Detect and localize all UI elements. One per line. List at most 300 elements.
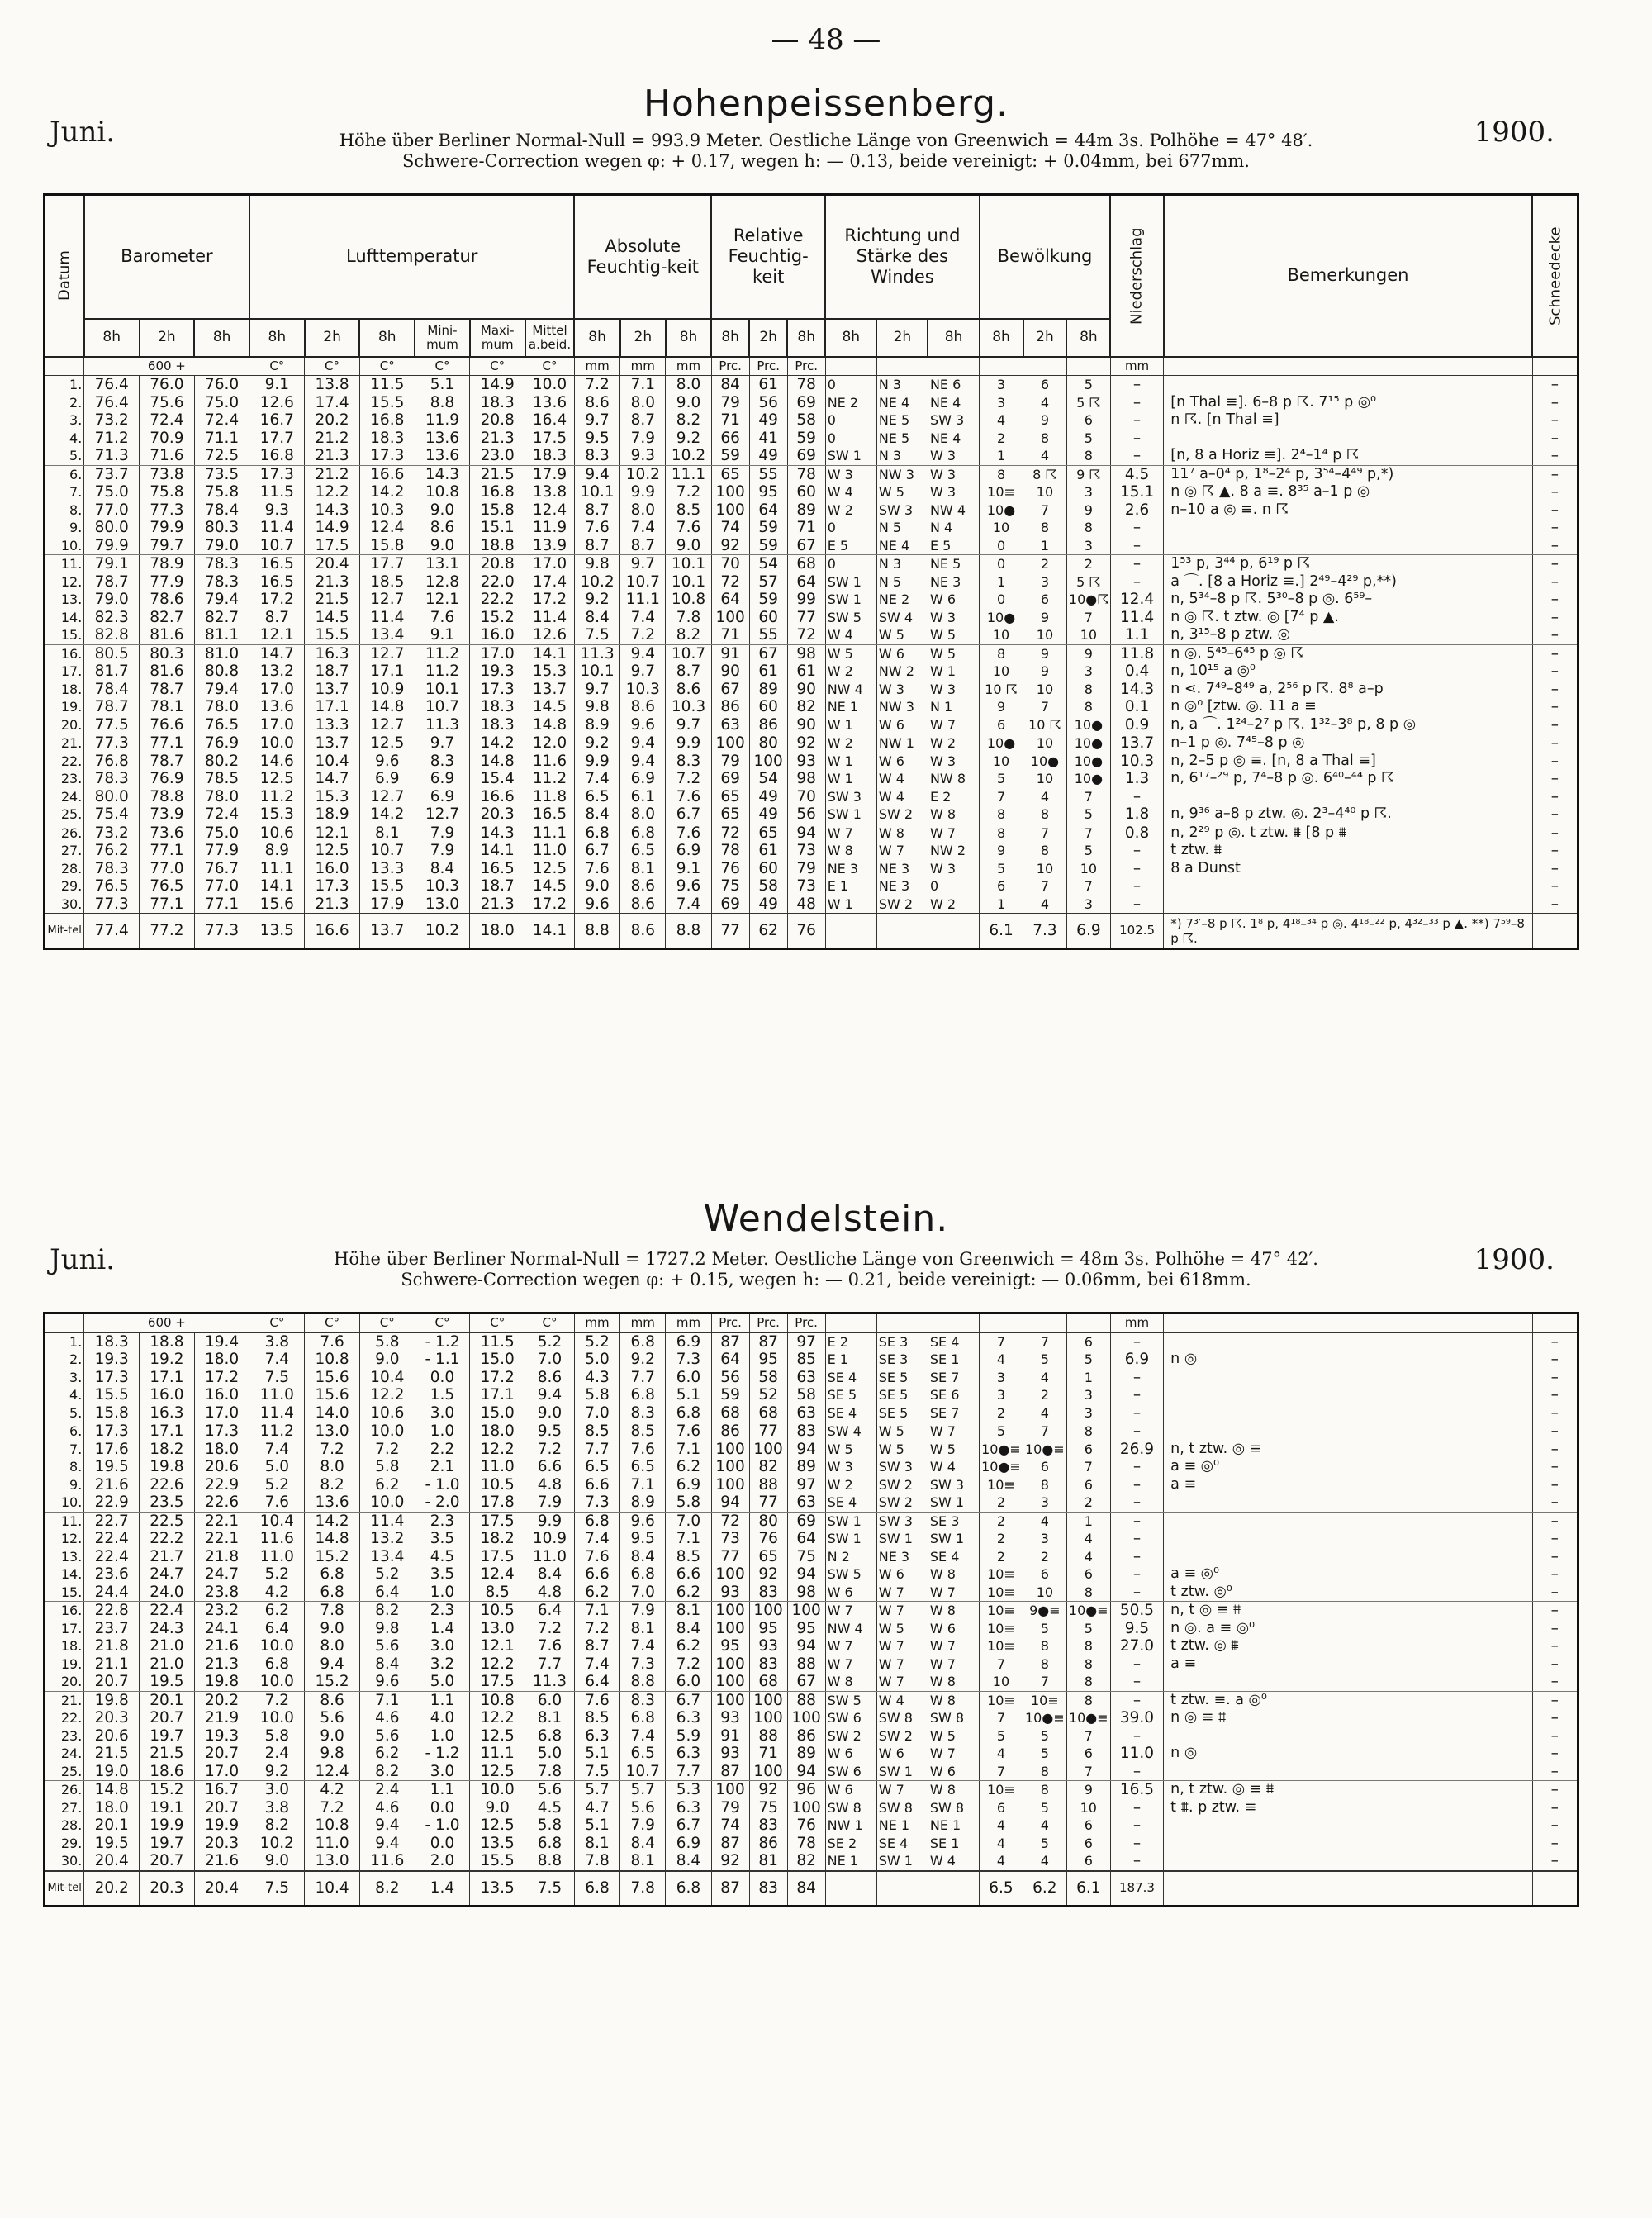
cell-abs-humidity: 5.6 <box>620 1799 666 1817</box>
cell-temperature: 1.1 <box>415 1781 470 1799</box>
cell-temperature: 10.7 <box>359 842 415 860</box>
cell-day: 18. <box>45 1637 84 1655</box>
cell-temperature: 7.9 <box>525 1494 575 1512</box>
cell-temperature: 3.8 <box>249 1799 305 1817</box>
cell-rel-humidity: 86 <box>749 1835 787 1853</box>
cell-temperature: 6.8 <box>305 1584 360 1602</box>
cell-temperature: 23.0 <box>470 447 525 465</box>
cell-precip: 50.5 <box>1110 1602 1163 1620</box>
cell-temperature: 10.6 <box>359 1404 415 1422</box>
cell-rel-humidity: 89 <box>787 1745 825 1763</box>
cell-day: 13. <box>45 591 84 609</box>
cell-temperature: 8.8 <box>415 394 470 412</box>
cell-precip: 15.1 <box>1110 483 1163 501</box>
cell-day: 14. <box>45 609 84 627</box>
cell-cloud: 3 <box>1066 1404 1110 1422</box>
cell-remarks <box>1164 1494 1532 1512</box>
cell-cloud: 10● <box>980 609 1023 627</box>
cell-temperature: 10.8 <box>470 1691 525 1709</box>
cell-temperature: 17.2 <box>249 591 305 609</box>
cell-rel-humidity: 100 <box>749 1763 787 1781</box>
cell-temperature: 5.8 <box>359 1458 415 1476</box>
cell-cloud: 5 <box>980 860 1023 878</box>
cell-temperature: 16.5 <box>249 555 305 573</box>
cell-abs-humidity: 7.1 <box>666 1530 711 1548</box>
cell-barometer: 22.5 <box>140 1512 195 1530</box>
cell-day: 8. <box>45 501 84 520</box>
cell-precip: – <box>1110 1817 1163 1835</box>
cell-barometer: 23.6 <box>84 1565 140 1584</box>
cell-cloud: 7 <box>1066 1763 1110 1781</box>
cell-wind: W 6 <box>928 591 979 609</box>
cell-wind: W 5 <box>928 1727 979 1745</box>
cell-cloud: 4 <box>1023 1852 1066 1871</box>
cell-cloud: 3 <box>1066 663 1110 681</box>
cell-temperature: 7.6 <box>525 1637 575 1655</box>
cell-wind: 0 <box>825 519 876 537</box>
cell-rel-humidity: 69 <box>711 770 749 788</box>
cell-wind: W 7 <box>876 1602 928 1620</box>
cell-temperature: 17.0 <box>525 555 575 573</box>
cell-temperature: 15.0 <box>470 1404 525 1422</box>
cell-mean-wind <box>876 914 928 949</box>
cell-temperature: 11.0 <box>525 1548 575 1566</box>
cell-barometer: 76.9 <box>194 734 249 753</box>
cell-wind: W 2 <box>928 895 979 914</box>
cell-rel-humidity: 72 <box>711 824 749 842</box>
cell-snow: – <box>1532 1852 1578 1871</box>
cell-snow: – <box>1532 591 1578 609</box>
cell-rel-humidity: 100 <box>711 1565 749 1584</box>
cell-temperature: 11.5 <box>249 483 305 501</box>
cell-abs-humidity: 7.2 <box>620 626 666 644</box>
cell-mean-wind <box>928 1871 979 1907</box>
cell-abs-humidity: 8.3 <box>666 753 711 771</box>
cell-abs-humidity: 6.4 <box>574 1673 620 1691</box>
cell-cloud: 4 <box>979 1817 1023 1835</box>
cell-barometer: 17.1 <box>140 1422 195 1441</box>
cell-cloud: 10● <box>1066 716 1110 734</box>
cell-barometer: 75.8 <box>140 483 195 501</box>
cell-cloud: 2 <box>1023 1386 1066 1404</box>
cell-wind: SW 6 <box>825 1709 876 1727</box>
cell-rel-humidity: 94 <box>787 824 825 842</box>
cell-abs-humidity: 7.6 <box>666 788 711 806</box>
cell-barometer: 77.1 <box>194 895 249 914</box>
cell-temperature: 2.3 <box>415 1602 470 1620</box>
cell-temperature: 10.0 <box>525 376 575 394</box>
unit-temp: C° <box>249 1313 305 1333</box>
cell-wind: W 3 <box>876 681 928 699</box>
cell-cloud: 5 <box>1023 1799 1066 1817</box>
cell-temperature: 22.0 <box>470 573 525 591</box>
cell-temperature: 14.8 <box>525 716 575 734</box>
cell-rel-humidity: 91 <box>711 1727 749 1745</box>
cell-abs-humidity: 5.2 <box>574 1332 620 1351</box>
cell-day: 12. <box>45 573 84 591</box>
cell-wind: W 3 <box>928 860 979 878</box>
cell-snow: – <box>1532 609 1578 627</box>
cell-temperature: 8.4 <box>415 860 470 878</box>
cell-wind: W 6 <box>876 1745 928 1763</box>
cell-rel-humidity: 68 <box>749 1673 787 1691</box>
cell-abs-humidity: 7.7 <box>666 1763 711 1781</box>
cell-temperature: 7.2 <box>305 1441 360 1459</box>
cell-precip: 6.9 <box>1110 1351 1163 1369</box>
cell-snow: – <box>1532 1673 1578 1691</box>
cell-rel-humidity: 89 <box>787 1458 825 1476</box>
cell-wind: NE 5 <box>928 555 979 573</box>
cell-remarks <box>1164 1422 1532 1441</box>
cell-cloud: 3 <box>980 394 1023 412</box>
cell-day: 21. <box>45 734 84 753</box>
cell-cloud: 10≡ <box>979 1637 1023 1655</box>
cell-rel-humidity: 94 <box>711 1494 749 1512</box>
cell-wind: W 4 <box>928 1852 979 1871</box>
table-row <box>45 753 1578 771</box>
cell-rel-humidity: 65 <box>711 465 749 483</box>
cell-abs-humidity: 7.6 <box>574 860 620 878</box>
cell-mean-barometer: 77.2 <box>140 914 195 949</box>
cell-rel-humidity: 64 <box>787 573 825 591</box>
cell-barometer: 76.0 <box>140 376 195 394</box>
cell-barometer: 15.2 <box>140 1781 195 1799</box>
sub-temp-h8: 8h <box>359 319 415 357</box>
cell-day: 28. <box>45 1817 84 1835</box>
cell-wind: NE 3 <box>876 877 928 895</box>
cell-temperature: 6.8 <box>305 1565 360 1584</box>
cell-rel-humidity: 54 <box>749 555 787 573</box>
station-meta-1-line2: Schwere-Correction wegen φ: + 0.17, wegen h: — 0.13, beide vereinigt: + 0.04mm, bei 677mm. <box>402 151 1250 171</box>
cell-temperature: 5.6 <box>359 1637 415 1655</box>
cell-wind: W 2 <box>825 734 876 753</box>
cell-wind: NW 4 <box>825 681 876 699</box>
cell-rel-humidity: 71 <box>711 626 749 644</box>
unit-rel: Prc. <box>787 357 825 376</box>
cell-wind: NW 1 <box>876 734 928 753</box>
cell-barometer: 79.4 <box>194 681 249 699</box>
cell-temperature: 4.6 <box>359 1709 415 1727</box>
table-row <box>45 1745 1578 1763</box>
cell-temperature: 12.5 <box>470 1763 525 1781</box>
cell-rel-humidity: 92 <box>749 1565 787 1584</box>
cell-cloud: 9 <box>980 842 1023 860</box>
cell-abs-humidity: 6.2 <box>666 1584 711 1602</box>
cell-day: 19. <box>45 1655 84 1674</box>
cell-day: 27. <box>45 1799 84 1817</box>
cell-barometer: 22.7 <box>84 1512 140 1530</box>
cell-barometer: 20.7 <box>194 1799 249 1817</box>
cell-cloud: 2 <box>1023 555 1067 573</box>
cell-cloud: 8 <box>1023 1763 1066 1781</box>
cell-cloud: 4 <box>1066 1548 1110 1566</box>
cell-temperature: 3.0 <box>415 1404 470 1422</box>
cell-temperature: 10.0 <box>249 1673 305 1691</box>
sub-group2-h2: 2h <box>876 319 928 357</box>
cell-snow: – <box>1532 1584 1578 1602</box>
cell-abs-humidity: 8.4 <box>666 1852 711 1871</box>
cell-temperature: 8.6 <box>525 1369 575 1387</box>
cell-temperature: 7.7 <box>525 1655 575 1674</box>
cell-barometer: 20.7 <box>194 1745 249 1763</box>
cell-cloud: 6 <box>1066 1817 1110 1835</box>
unit-temp: C° <box>470 1313 525 1333</box>
station-meta-2-line1: Höhe über Berliner Normal-Null = 1727.2 Meter. Oestliche Länge von Greenwich = 48m 3s. Polhöhe = 47° 42′. <box>334 1249 1318 1269</box>
table-row <box>45 447 1578 465</box>
cell-remarks: n, 6¹⁷–²⁹ p, 7⁴–8 p ◎. 6⁴⁰–⁴⁴ p ☈ <box>1164 770 1532 788</box>
cell-temperature: 21.5 <box>470 465 525 483</box>
cell-abs-humidity: 6.7 <box>666 805 711 824</box>
table-row <box>45 1691 1578 1709</box>
col-datum: Datum <box>45 195 84 357</box>
cell-rel-humidity: 60 <box>749 609 787 627</box>
cell-barometer: 80.5 <box>84 644 140 663</box>
cell-rel-humidity: 59 <box>749 519 787 537</box>
cell-wind: W 3 <box>928 609 979 627</box>
cell-abs-humidity: 6.8 <box>620 824 666 842</box>
sub-group2-h8: 8h <box>825 319 876 357</box>
cell-snow: – <box>1532 501 1578 520</box>
cell-abs-humidity: 9.0 <box>666 537 711 555</box>
cell-abs-humidity: 8.9 <box>574 716 620 734</box>
cell-barometer: 20.3 <box>84 1709 140 1727</box>
cell-temperature: 11.2 <box>415 663 470 681</box>
cell-mean-rel-humidity: 83 <box>749 1871 787 1907</box>
cell-temperature: 20.3 <box>470 805 525 824</box>
cell-rel-humidity: 49 <box>749 411 787 430</box>
cell-abs-humidity: 9.8 <box>574 698 620 716</box>
cell-day: 1. <box>45 376 84 394</box>
cell-abs-humidity: 8.1 <box>666 1602 711 1620</box>
cell-wind: W 7 <box>928 1584 979 1602</box>
cell-abs-humidity: 5.7 <box>574 1781 620 1799</box>
cell-cloud: 8 <box>1066 519 1110 537</box>
cell-precip: – <box>1110 1835 1163 1853</box>
cell-precip: – <box>1110 877 1163 895</box>
cell-barometer: 23.5 <box>140 1494 195 1512</box>
cell-day: 30. <box>45 895 84 914</box>
cell-temperature: 20.8 <box>470 411 525 430</box>
cell-abs-humidity: 7.3 <box>666 1351 711 1369</box>
cell-wind: SW 3 <box>876 1458 928 1476</box>
cell-temperature: 11.0 <box>525 842 575 860</box>
cell-abs-humidity: 7.9 <box>620 1602 666 1620</box>
cell-rel-humidity: 63 <box>787 1494 825 1512</box>
cell-abs-humidity: 6.9 <box>620 770 666 788</box>
cell-abs-humidity: 6.3 <box>574 1727 620 1745</box>
cell-temperature: 13.8 <box>305 376 360 394</box>
cell-barometer: 78.3 <box>194 573 249 591</box>
cell-mean-cloud: 6.2 <box>1023 1871 1066 1907</box>
cell-snow: – <box>1532 1655 1578 1674</box>
cell-remarks: n, t ztw. ◎ ≡ <box>1164 1441 1532 1459</box>
cell-temperature: 5.1 <box>415 376 470 394</box>
cell-rel-humidity: 76 <box>749 1530 787 1548</box>
cell-rel-humidity: 49 <box>749 447 787 465</box>
cell-barometer: 19.7 <box>140 1727 195 1745</box>
cell-cloud: 10 <box>980 626 1023 644</box>
cell-rel-humidity: 100 <box>711 1655 749 1674</box>
cell-wind: SW 8 <box>876 1799 928 1817</box>
cell-abs-humidity: 8.7 <box>620 411 666 430</box>
cell-abs-humidity: 6.6 <box>666 1565 711 1584</box>
cell-wind: W 8 <box>928 1673 979 1691</box>
unit-datum <box>45 357 84 376</box>
cell-abs-humidity: 10.2 <box>620 465 666 483</box>
cell-wind: SW 1 <box>876 1530 928 1548</box>
cell-barometer: 22.2 <box>140 1530 195 1548</box>
cell-barometer: 22.9 <box>84 1494 140 1512</box>
cell-cloud: 4 <box>979 1351 1023 1369</box>
cell-remarks <box>1164 1530 1532 1548</box>
table-row <box>45 895 1578 914</box>
cell-temperature: 4.8 <box>525 1476 575 1494</box>
cell-snow: – <box>1532 788 1578 806</box>
cell-snow: – <box>1532 1602 1578 1620</box>
cell-barometer: 16.3 <box>140 1404 195 1422</box>
cell-remarks <box>1164 1512 1532 1530</box>
cell-temperature: 6.8 <box>249 1655 305 1674</box>
cell-temperature: 10.7 <box>415 698 470 716</box>
cell-temperature: 11.2 <box>525 770 575 788</box>
cell-abs-humidity: 8.8 <box>620 1673 666 1691</box>
cell-wind: SW 2 <box>825 1727 876 1745</box>
cell-temperature: 14.2 <box>359 805 415 824</box>
cell-barometer: 22.4 <box>84 1530 140 1548</box>
cell-wind: W 7 <box>876 842 928 860</box>
cell-abs-humidity: 6.8 <box>620 1332 666 1351</box>
cell-rel-humidity: 100 <box>711 1620 749 1638</box>
cell-rel-humidity: 100 <box>711 1602 749 1620</box>
cell-barometer: 24.4 <box>84 1584 140 1602</box>
cell-temperature: 7.1 <box>359 1691 415 1709</box>
cell-cloud: 3 <box>1023 1494 1066 1512</box>
cell-barometer: 76.7 <box>194 860 249 878</box>
cell-barometer: 78.7 <box>84 698 140 716</box>
sub-group0-h8: 8h <box>666 319 711 357</box>
cell-cloud: 9 <box>1023 609 1067 627</box>
cell-barometer: 79.9 <box>140 519 195 537</box>
cell-rel-humidity: 95 <box>711 1637 749 1655</box>
cell-barometer: 77.9 <box>140 573 195 591</box>
cell-day: 11. <box>45 555 84 573</box>
sub-baro-h8: 8h <box>194 319 249 357</box>
cell-remarks: a ≡ ◎⁰ <box>1164 1458 1532 1476</box>
cell-mean-wind <box>876 1871 928 1907</box>
cell-barometer: 78.7 <box>84 573 140 591</box>
cell-cloud: 8 <box>1066 447 1110 465</box>
cell-temperature: 18.2 <box>470 1530 525 1548</box>
table-row <box>45 1709 1578 1727</box>
cell-remarks: 11⁷ a–0⁴ p, 1⁸–2⁴ p, 3⁵⁴–4⁴⁹ p,*) <box>1164 465 1532 483</box>
cell-abs-humidity: 8.0 <box>620 501 666 520</box>
cell-temperature: 18.3 <box>470 394 525 412</box>
cell-temperature: 6.4 <box>525 1602 575 1620</box>
cell-temperature: 2.3 <box>415 1512 470 1530</box>
table-row <box>45 1494 1578 1512</box>
cell-rel-humidity: 86 <box>711 698 749 716</box>
cell-temperature: 11.2 <box>415 644 470 663</box>
cell-abs-humidity: 9.5 <box>574 430 620 448</box>
cell-wind: W 2 <box>928 734 979 753</box>
cell-abs-humidity: 6.8 <box>666 1404 711 1422</box>
cell-temperature: 11.5 <box>470 1332 525 1351</box>
cell-temperature: 21.2 <box>305 465 360 483</box>
cell-rel-humidity: 67 <box>787 1673 825 1691</box>
cell-temperature: 17.2 <box>525 895 575 914</box>
cell-temperature: 11.1 <box>525 824 575 842</box>
cell-temperature: 17.3 <box>359 447 415 465</box>
cell-wind: W 8 <box>876 824 928 842</box>
cell-day: 17. <box>45 663 84 681</box>
cell-cloud: 8 <box>1066 1584 1110 1602</box>
cell-barometer: 21.1 <box>84 1655 140 1674</box>
cell-snow: – <box>1532 1351 1578 1369</box>
cell-barometer: 72.4 <box>194 805 249 824</box>
cell-barometer: 19.5 <box>140 1673 195 1691</box>
cell-temperature: 16.8 <box>470 483 525 501</box>
cell-cloud: 5 <box>1066 842 1110 860</box>
cell-rel-humidity: 48 <box>787 895 825 914</box>
table-row <box>45 1458 1578 1476</box>
cell-precip: 1.3 <box>1110 770 1163 788</box>
cell-mean-barometer: 77.4 <box>84 914 140 949</box>
cell-barometer: 71.1 <box>194 430 249 448</box>
cell-mean-rel-humidity: 77 <box>711 914 749 949</box>
cell-temperature: 11.0 <box>249 1386 305 1404</box>
sub-group0-h2: 2h <box>620 319 666 357</box>
cell-abs-humidity: 10.1 <box>666 573 711 591</box>
cell-barometer: 21.7 <box>140 1548 195 1566</box>
cell-snow: – <box>1532 734 1578 753</box>
cell-temperature: 17.8 <box>470 1494 525 1512</box>
cell-rel-humidity: 69 <box>787 394 825 412</box>
cell-cloud: 6 <box>1066 1565 1110 1584</box>
cell-wind: W 4 <box>876 770 928 788</box>
cell-temperature: 14.8 <box>470 753 525 771</box>
cell-rel-humidity: 98 <box>787 770 825 788</box>
cell-cloud: 8 <box>980 805 1023 824</box>
cell-cloud: 7 <box>1066 1458 1110 1476</box>
cell-temperature: 1.0 <box>415 1584 470 1602</box>
sub-baro-h2: 2h <box>140 319 195 357</box>
cell-remarks: n ⋖. 7⁴⁹–8⁴⁹ a, 2⁵⁶ p ☈. 8⁸ a–p <box>1164 681 1532 699</box>
cell-abs-humidity: 11.1 <box>620 591 666 609</box>
cell-remarks: n, 3¹⁵–8 p ztw. ◎ <box>1164 626 1532 644</box>
cell-temperature: 15.3 <box>249 805 305 824</box>
cell-barometer: 77.3 <box>84 895 140 914</box>
table-row <box>45 877 1578 895</box>
cell-cloud: 10 <box>980 753 1023 771</box>
cell-temperature: 13.9 <box>525 537 575 555</box>
cell-cloud: 10●≡ <box>1066 1602 1110 1620</box>
cell-snow: – <box>1532 753 1578 771</box>
cell-temperature: 12.5 <box>305 842 360 860</box>
cell-temperature: 17.5 <box>470 1673 525 1691</box>
cell-abs-humidity: 7.4 <box>620 519 666 537</box>
cell-barometer: 17.6 <box>84 1441 140 1459</box>
cell-rel-humidity: 80 <box>749 1512 787 1530</box>
cell-cloud: 8 <box>1023 1655 1066 1674</box>
cell-wind: SW 1 <box>825 591 876 609</box>
cell-rel-humidity: 82 <box>787 1852 825 1871</box>
cell-temperature: 9.4 <box>525 1386 575 1404</box>
cell-precip: – <box>1110 1386 1163 1404</box>
table-row <box>45 376 1578 394</box>
cell-cloud: 5 <box>1066 430 1110 448</box>
cell-remarks <box>1164 1673 1532 1691</box>
cell-wind: W 7 <box>825 1655 876 1674</box>
